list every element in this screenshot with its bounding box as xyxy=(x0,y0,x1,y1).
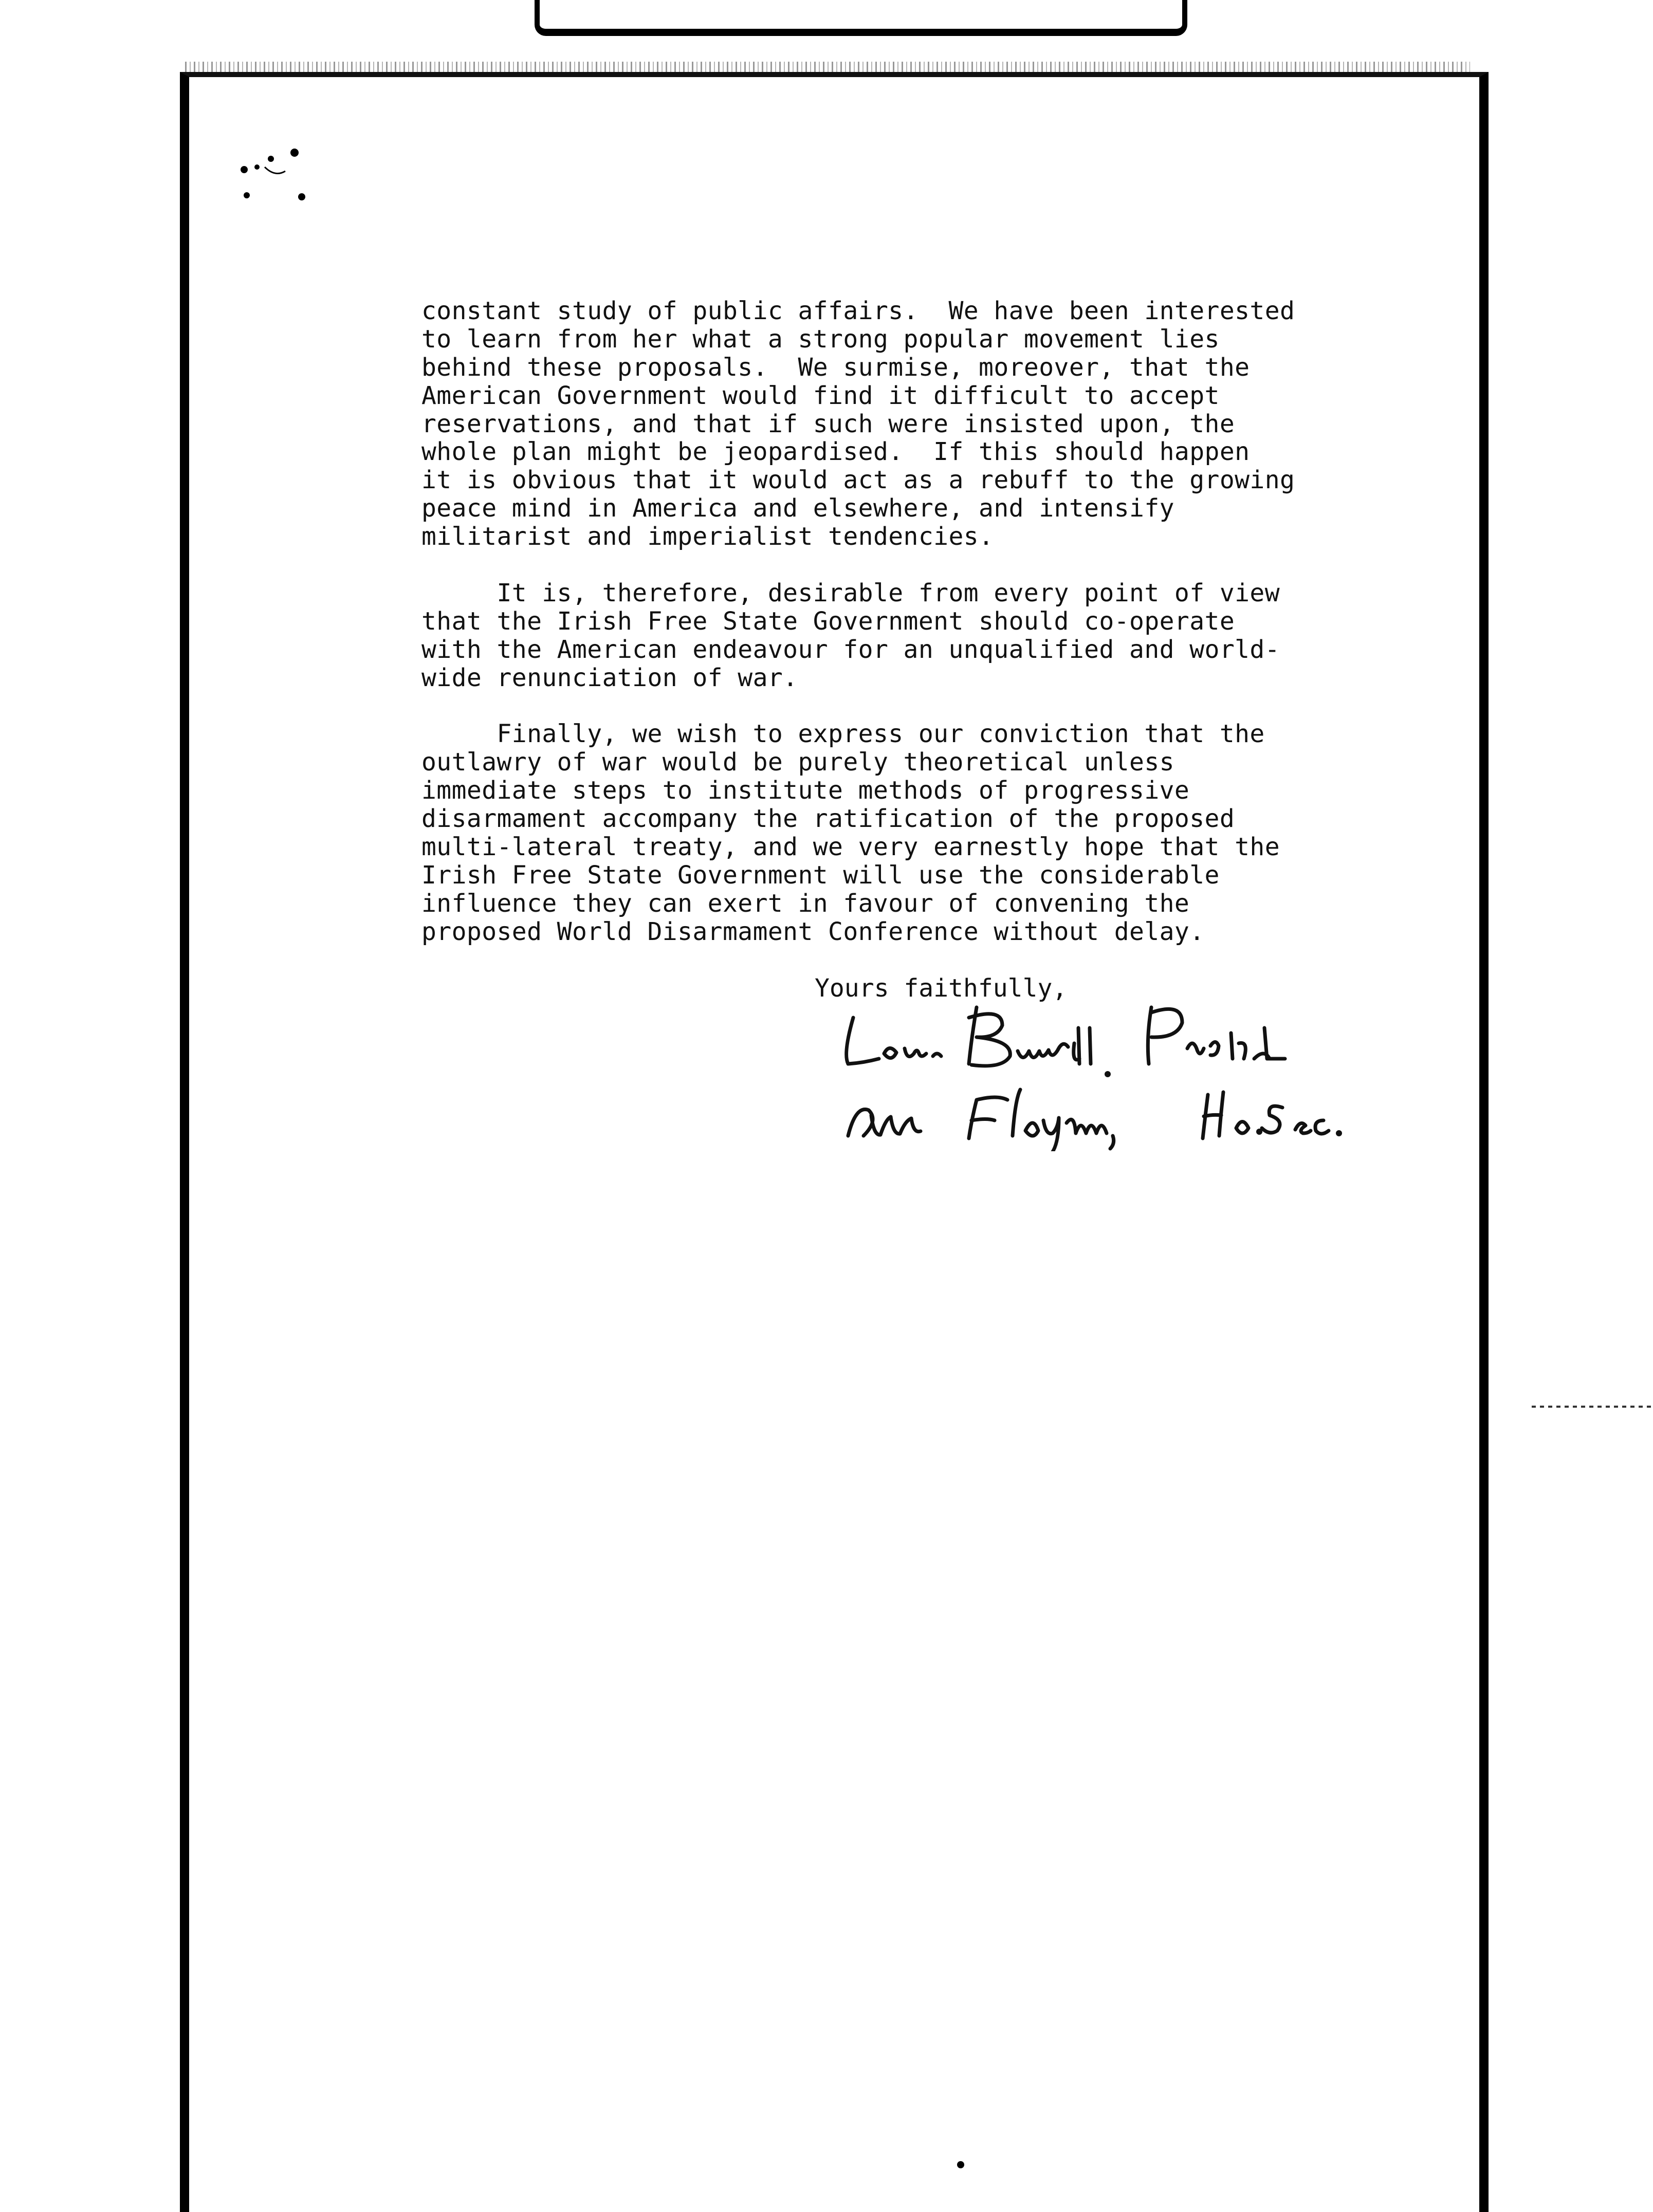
text-line: disarmament accompany the ratification of the proposed xyxy=(421,804,1235,834)
text-line: it is obvious that it would act as a rebuff to the growing xyxy=(421,466,1295,495)
text-line: proposed World Disarmament Conference without delay. xyxy=(421,917,1205,946)
paragraph-2 xyxy=(421,579,1449,692)
paragraph-3 xyxy=(421,720,1449,946)
text-line: influence they can exert in favour of convening the xyxy=(421,889,1190,918)
scanner-clip xyxy=(535,0,1187,36)
text-line: behind these proposals. We surmise, moreover, that the xyxy=(421,353,1250,382)
text-line: Irish Free State Government will use the considerable xyxy=(421,860,1220,890)
corner-ink-marks xyxy=(234,146,326,213)
text-line: to learn from her what a strong popular movement lies xyxy=(421,324,1220,354)
text-line: peace mind in America and elsewhere, and intensify xyxy=(421,494,1174,523)
scan-edge-mark xyxy=(1532,1406,1653,1408)
text-line: immediate steps to institute methods of progressive xyxy=(421,776,1190,805)
text-line: militarist and imperialist tendencies. xyxy=(421,522,994,551)
text-line: outlawry of war would be purely theoretical unless xyxy=(421,748,1174,777)
text-line: constant study of public affairs. We have been interested xyxy=(421,297,1295,325)
text-line: whole plan might be jeopardised. If this should happen xyxy=(421,437,1250,467)
text-line: American Government would find it difficult to accept xyxy=(421,381,1220,410)
signature-president xyxy=(847,1007,1285,1077)
handwritten-signatures xyxy=(833,997,1449,1151)
text-line: with the American endeavour for an unqualified and world- xyxy=(421,635,1280,664)
text-line: It is, therefore, desirable from every point of view xyxy=(421,578,1280,607)
paragraph-1 xyxy=(421,297,1449,551)
text-line: reservations, and that if such were insisted upon, the xyxy=(421,409,1235,438)
text-line: that the Irish Free State Government should co-operate xyxy=(421,606,1235,636)
text-line: Finally, we wish to express our conviction that the xyxy=(421,720,1265,749)
text-line: wide renunciation of war. xyxy=(421,663,798,692)
text-line: multi-lateral treaty, and we very earnestly hope that the xyxy=(421,832,1280,861)
signature-hon-sec xyxy=(848,1090,1342,1151)
letter-body xyxy=(421,297,1449,974)
ink-dot xyxy=(957,2161,964,2168)
closing-salutation: Yours faithfully, xyxy=(815,974,1068,1003)
